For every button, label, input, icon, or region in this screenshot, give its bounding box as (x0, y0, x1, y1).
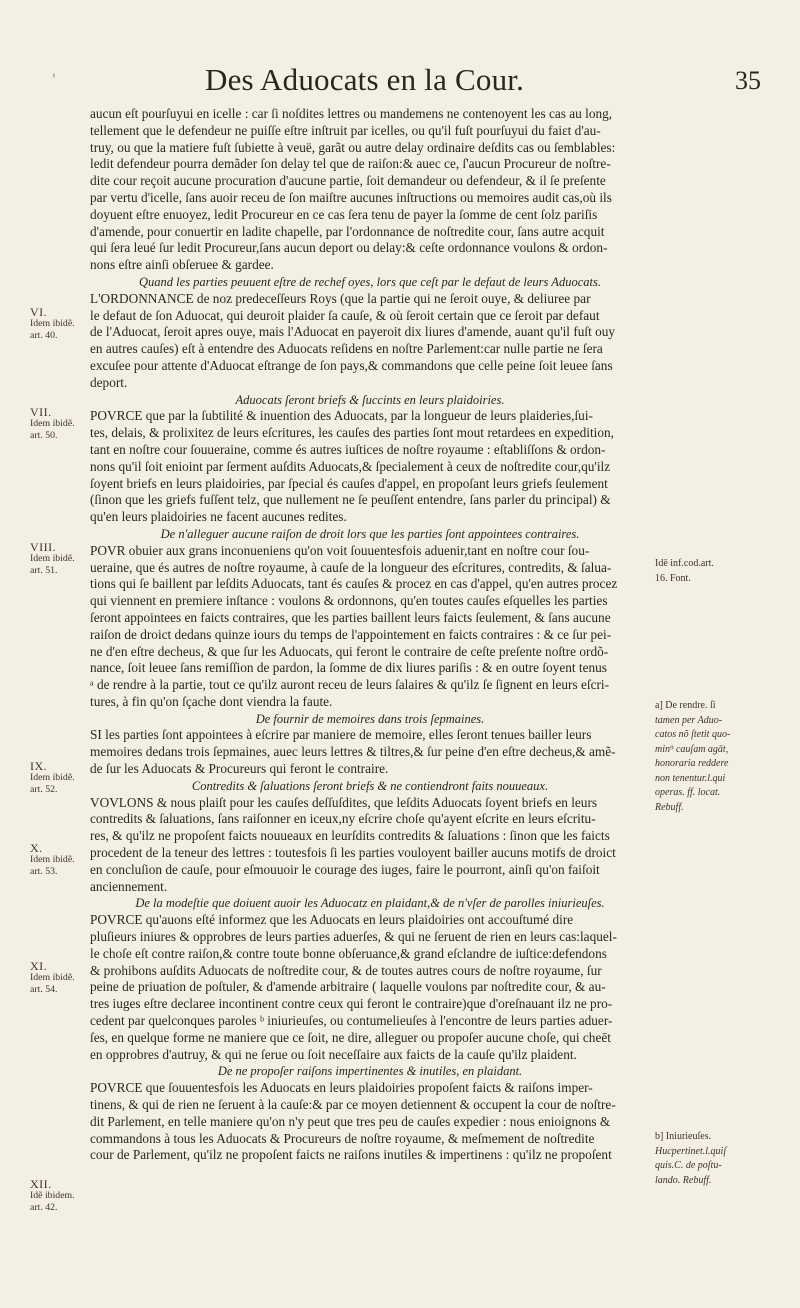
text-line: ne d'en eſtre decheus, & que ſur les Aduocats, qui feront le contraire de ceſte preſente noſtre ordõ- (90, 643, 609, 659)
text-line: L'ORDONNANCE de noz predeceſſeurs Roys (que la partie qui ne ſeroit ouye, & deliuree par (90, 290, 591, 306)
text-line: dite cour reçoit aucune procuration d'aucune partie, ſoit demandeur ou defendeur, & il ſe preſente (90, 173, 606, 189)
margin-note-left: VI. Idem ibidẽ. art. 40. (30, 305, 75, 341)
text-line: nance, ſoit leuee ſans remiſſion de pardon, la ſomme de dix liures pariſis : & en outre ſoyent tenus (90, 660, 607, 676)
text-line: ſoyent briefs en leurs plaidoiries, par ſpecial és cauſes d'appel, en propoſant leurs griefs ſeulement (90, 475, 608, 491)
text-line: le choſe eſt contre raiſon,& contre toute bonne obſeruance,& grand eſclandre de iuſtice:defendons (90, 945, 607, 961)
text-line: cedent par quelconques paroles ᵇ iniurieuſes, ou contumelieuſes à l'encontre de leurs parties aduer- (90, 1013, 613, 1029)
text-line: & prohibons auſdits Aduocats de noſtredite cour, & de toutes autres cours de noſtre royaume, ſur (90, 962, 602, 978)
section-heading: De ne propoſer raiſons impertinentes & inutiles, en plaidant. (217, 1064, 523, 1079)
section-heading: De n'alleguer aucune raiſon de droit lors que les parties ſont appointees contraires. (160, 526, 580, 541)
text-line: ſeront appointees en faicts contraires, que les parties baillent leurs faicts ſeulement, & ſans aucune (90, 609, 611, 625)
text-line: de l'Aduocat, ſeroit apres ouye, mais l'Aduocat en payeroit dix liures d'amende, auant qu'il fuſt ouy (90, 324, 616, 340)
text-line: truy, ou que la matiere fuſt ſubiette à veuë, garãt ou autre delay ordinaire deſdits cas ou ſemblables: (90, 139, 616, 155)
text-line: aucun eſt pourſuyui en icelle : car ſi noſdites lettres ou mandemens ne contenoyent les cas au long, (90, 106, 613, 121)
margin-note-left: XI. Idem ibidẽ. art. 54. (30, 959, 75, 995)
text-line: en opprobres d'autruy, & qui ne ſerue ou ſoit neceſſaire aux faicts de la cauſe qu'ilz plaident. (90, 1046, 577, 1062)
text-line: tions qui ſe baillent par leſdits Aduocats, tant és cauſes & procez en cas d'appel, qu'en autres procez (90, 576, 618, 592)
margin-note-left: XII. Idẽ ibidem. art. 42. (30, 1177, 75, 1213)
text-line: SI les parties ſont appointees à eſcrire par maniere de memoire, elles ſeront tenues bailler leurs (90, 727, 592, 743)
margin-note-left: VIII. Idem ibidẽ. art. 51. (30, 540, 75, 576)
text-line: excuſee pour attente d'Aduocat eſtrange de ſon pays,& commandons que celle peine ſoit leuee ſans (90, 357, 613, 373)
text-line: tures, à fin qu'on ſçache dont viendra la faute. (90, 693, 333, 709)
main-text-column (90, 106, 650, 1164)
page-mark: ' (52, 72, 56, 88)
running-title: Des Aduocats en la Cour. (205, 62, 525, 97)
text-line: nons qu'il ſoit enioint par ſerment auſdits Aduocats,& ſpecialement à ceux de noſtredite cour,qu'ilz (90, 458, 611, 474)
text-line: procedent de la teneur des lettres : toutesfois ſi les parties vouloyent bailler aucuns motifs de droict (90, 845, 616, 861)
text-line: res, & qu'ilz ne propoſent faicts nouueaux en leurſdits contredits & ſaluations : ſinon que les faicts (90, 828, 610, 844)
text-line: anciennement. (90, 878, 168, 894)
page-number: 35 (735, 66, 761, 95)
margin-note-left: X. Idem ibidẽ. art. 53. (30, 841, 75, 877)
text-line: d'amende, pour conuertir en ladite chapelle, par l'ordonnance de noſtredite cour, ſans autre acquit (90, 223, 605, 239)
text-line: (ſinon que les griefs fuſſent telz, que nullement ne ſe peuſſent entendre, ſans parler du principal) & (90, 492, 611, 508)
section-heading: Aduocats ſeront briefs & ſuccints en leurs plaidoiries. (235, 392, 505, 407)
text-line: POVRCE que par la ſubtilité & inuention des Aduocats, par la longueur de leurs plaideries,ſui- (90, 408, 593, 424)
text-line: tant en noſtre cour ſouueraine, comme és autres iuſtices de noſtre royaume : eſtabliſſons & ordon- (90, 441, 606, 457)
text-line: nons eſtre ainſi obſeruee & gardee. (90, 257, 274, 273)
page-header (0, 62, 800, 102)
text-line: dit Parlement, en telle maniere qu'on n'y peut que tres peu de cauſes expedier : nous enioignons & (90, 1113, 611, 1129)
text-line: POVR obuier aux grans inconueniens qu'on voit ſouuentesfois aduenir,tant en noſtre cour ſou- (90, 542, 590, 558)
text-line: peine de priuation de poſtuler, & d'amende arbitraire ( laquelle voulons par noſtredite cour, & au- (90, 979, 606, 995)
text-line: POVRCE qu'auons eſté informez que les Aduocats en leurs plaidoiries ont accouſtumé dire (90, 912, 574, 928)
text-line: contredits & ſaluations, ſans raiſonner en iceux,ny eſcrire choſe qu'ayent eſcrite en leurs eſcritu- (90, 811, 596, 827)
text-line: en concluſion de cauſe, pour eſmouuoir le courage des iuges, faire le pourront, ainſi qu'on faiſoit (90, 861, 600, 877)
margin-note-left: VII. Idem ibidẽ. art. 50. (30, 405, 75, 441)
text-line: par vertu d'icelle, ſans auoir receu de ſon maiſtre aucunes inſtructions ou memoires audit cas,où ils (90, 189, 612, 205)
text-line: memoires dedans trois ſepmaines, auec leurs lettres & tiltres,& ſur peine d'en eſtre decheus,& amẽ- (90, 744, 616, 760)
margin-note-left: IX. Idem ibidẽ. art. 52. (30, 759, 75, 795)
text-line: deport. (90, 374, 128, 390)
section-heading: Quand les parties peuuent eſtre de rechef oyes, lors que ceſt par le defaut de leurs Aduocats. (139, 274, 601, 289)
text-line: ſes, en quelque forme ne maniere que ce ſoit, ne dire, alleguer ou propoſer aucune choſe, qui cheēt (90, 1029, 611, 1045)
text-line: tinens, & qui de rien ne ſeruent à la cauſe:& par ce moyen detiennent & occupent la cour de noſtre- (90, 1097, 616, 1113)
text-line: POVRCE que ſouuentesfois les Aduocats en leurs plaidoiries propoſent faicts & raiſons imper- (90, 1080, 593, 1096)
text-line: tres iuges eſtre declaree incontinent contre ceux qui feront le contraire)que d'oreſnauant ilz ne pro- (90, 996, 613, 1012)
text-line: raiſon de droict dedans quinze iours du temps de l'appointement en faicts contraires : & ce ſur pei- (90, 626, 612, 642)
text-line: ueraine, que és autres de noſtre royaume, à cauſe de la longueur des eſcritures, contredits, & ſalua- (90, 559, 612, 575)
text-line: cour de Parlement, qu'ilz ne propoſent faicts ne raiſons inutiles & impertinens : qu'ilz ne propoſent (90, 1147, 612, 1163)
text-line: en autres cauſes) eſt à entendre des Aduocats reſidens en noſtre Parlement:car nulle partie ne ſera (90, 341, 603, 357)
margin-note-right-b: b] Iniurieuſes. Hucpertinet.l.quiſ quis.C. de poſtu- lando. Rebuff. (655, 1131, 727, 1186)
section-heading: De la modeſtie que doiuent auoir les Aduocatz en plaidant,& de n'vſer de parolles iniurieuſes. (135, 896, 605, 911)
text-line: qui viennent en premiere inſtance : voulons & ordonnons, qu'en toutes cauſes eſquelles les parties (90, 593, 608, 609)
text-line: pluſieurs iniures & opprobres de leurs parties aduerſes, & qui ne ſeruent de rien en leurs cas:laquel- (90, 929, 617, 945)
margin-note-right-a: a] De rendre. ſi tamen per Aduo- catos nõ ſtetit quo- min⁹ cauſam agāt, honoraria reddere non tenentur.l.qui operas. ff. locat. Rebuff. (655, 700, 731, 813)
text-line: qui ſera leué ſur ledit Procureur,ſans aucun deport ou delay:& ceſte ordonnance voulons & ordon- (90, 240, 608, 256)
text-line: tellement que le defendeur ne puiſſe eſtre inſtruit par icelles, ou qu'il fuſt pourſuyui du faiɛt d'au- (90, 122, 601, 138)
section-heading: De fournir de memoires dans trois ſepmaines. (255, 711, 485, 726)
text-line: ᵃ de rendre à la partie, tout ce qu'ilz auront receu de leurs ſalaires & qu'ilz ſe ſignent en leurs eſcri- (90, 677, 610, 693)
text-line: doyuent eſtre enuoyez, ledit Procureur en ce cas ſera tenu de payer la ſomme de cent ſolz pariſis (90, 206, 598, 222)
margin-note-right: Idē inf.cod.art. 16. Font. (655, 558, 714, 584)
section-heading: Contredits & ſaluations ſeront briefs & ne contiendront faits nouueaux. (191, 778, 549, 793)
text-line: le defaut de ſon Aduocat, qui deuroit plaider ſa cauſe, & où ſeroit certain que ce ſeroit par defaut (90, 307, 600, 323)
text-line: ledit defendeur pourra demãder ſon delay tel que de raiſon:& auec ce, ſ'aucun Procureur de noſtre- (90, 156, 611, 172)
text-line: tes, delais, & prolixitez de leurs eſcritures, les cauſes des parties ſont mout retardees en expedition, (90, 425, 614, 441)
text-line: VOVLONS & nous plaiſt pour les cauſes deſſuſdites, que leſdits Aduocats ſoyent briefs en leurs (90, 794, 598, 810)
text-line: commandons à tous les Aduocats & Procureurs de noſtre royaume, & meſmement de noſtredite (90, 1130, 595, 1146)
text-line: de ſur les Aduocats & Procureurs qui feront le contraire. (90, 761, 389, 777)
text-line: qu'en leurs plaidoiries ne facent aucunes redites. (90, 509, 347, 525)
